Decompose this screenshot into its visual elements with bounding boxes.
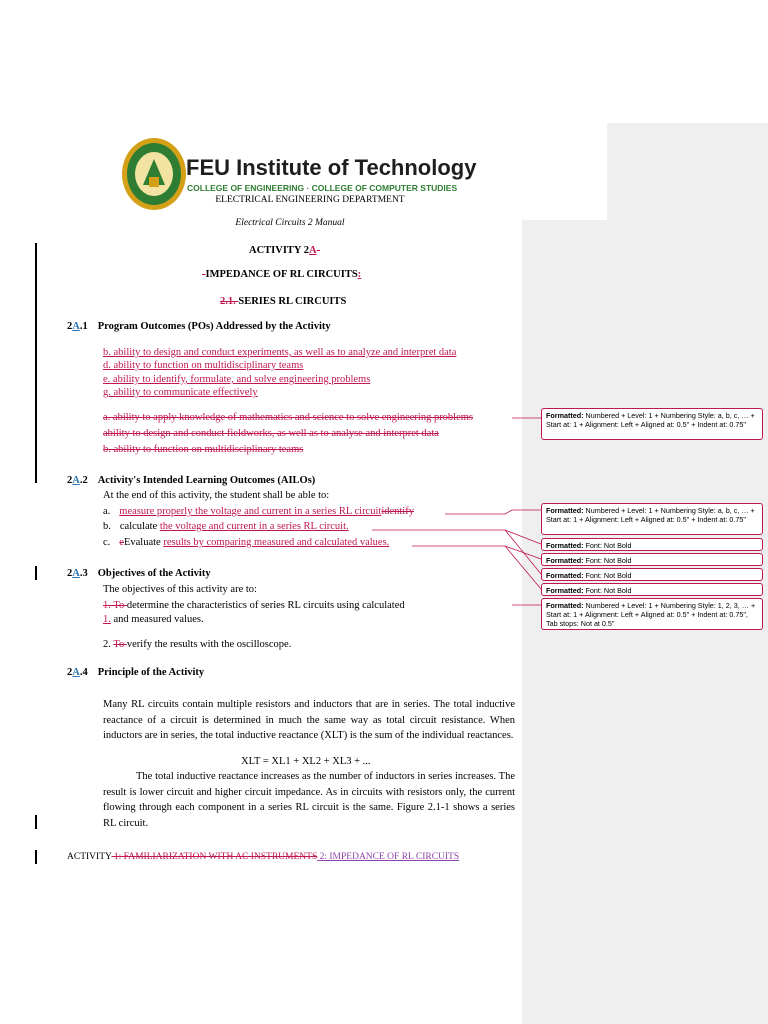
section-heading: 2A.1 Program Outcomes (POs) Addressed by the Activity <box>67 321 331 332</box>
section-heading: 2A.2 Activity's Intended Learning Outcomes (AILOs) <box>67 475 316 486</box>
colleges-line: COLLEGE OF ENGINEERING · COLLEGE OF COMPUTER STUDIES <box>187 183 458 193</box>
objective-item: 1. To determine the characteristics of series RL circuits using calculated <box>103 600 405 611</box>
reactance-formula: XLT = XL1 + XL2 + XL3 + ... <box>241 756 371 767</box>
program-outcome: d. ability to function on multidisciplinary teams <box>103 360 304 371</box>
deleted-outcome: b. ability to function on multidisciplinary teams <box>103 444 304 455</box>
section-heading: 2A.4 Principle of the Activity <box>67 667 205 678</box>
deleted-outcome: a. ability to apply knowledge of mathematics and science to solve engineering problems <box>103 412 474 423</box>
format-comment[interactable]: Formatted: Numbered + Level: 1 + Numbering Style: a, b, c, … + Start at: 1 + Alignment: Left + Aligned at: 0.5" + Indent at: 0.75" <box>541 408 763 440</box>
format-comment[interactable]: Formatted: Numbered + Level: 1 + Numbering Style: a, b, c, … + Start at: 1 + Alignment: Left + Aligned at: 0.5" + Indent at: 0.75" <box>541 503 763 535</box>
format-comment[interactable]: Formatted: Font: Not Bold <box>541 568 763 581</box>
format-comment[interactable]: Formatted: Numbered + Level: 1 + Numbering Style: 1, 2, 3, … + Start at: 1 + Alignment: Left + Aligned at: 0.5" + Indent at: 0.75", Tab stops: Not at 0.5" <box>541 598 763 630</box>
ailo-item: a. measure properly the voltage and current in a series RL circuitidentify <box>103 506 414 517</box>
section-heading: 2A.3 Objectives of the Activity <box>67 568 211 579</box>
objective-item: 2. To verify the results with the oscilloscope. <box>103 639 292 650</box>
ailo-intro: At the end of this activity, the student shall be able to: <box>103 490 330 501</box>
program-outcome: e. ability to identify, formulate, and solve engineering problems <box>103 374 371 385</box>
objectives-intro: The objectives of this activity are to: <box>103 584 257 595</box>
ailo-item: b. calculate the voltage and current in a series RL circuit. <box>103 521 349 532</box>
format-comment[interactable]: Formatted: Font: Not Bold <box>541 583 763 596</box>
deleted-outcome: ability to design and conduct fieldworks, as well as to analyse and interpret data <box>103 428 439 439</box>
format-comment[interactable]: Formatted: Font: Not Bold <box>541 538 763 551</box>
manual-name: Electrical Circuits 2 Manual <box>235 218 345 228</box>
impedance-title: -IMPEDANCE OF RL CIRCUITS: <box>202 269 362 280</box>
series-title: 2.1. SERIES RL CIRCUITS <box>220 296 347 307</box>
connector-line <box>372 530 541 544</box>
connector-line <box>412 546 541 559</box>
principle-paragraph: The total inductive reactance increases as the number of inductors in series increases. The result is lower circuit and higher circuit impedance. As in circuits with resistors only, the current flowing through each component in a series RL circuit is the same. Figure 2.1-1 shows a series RL circuit. <box>103 771 515 829</box>
objective-item-cont: 1. and measured values. <box>103 614 204 625</box>
format-comment[interactable]: Formatted: Font: Not Bold <box>541 553 763 566</box>
ailo-item: c. eEvaluate results by comparing measured and calculated values. <box>103 537 390 548</box>
program-outcome: g. ability to communicate effectively <box>103 387 258 398</box>
activity-title: ACTIVITY 2A- <box>249 245 321 256</box>
page-footer: ACTIVITY 1: FAMILIARIZATION WITH AC INSTRUMENTS 2: IMPEDANCE OF RL CIRCUITS <box>67 852 460 862</box>
connector-line <box>445 510 541 514</box>
institution-name: FEU Institute of Technology <box>186 155 477 180</box>
program-outcome: b. ability to design and conduct experiments, as well as to analyze and interpret data <box>103 347 457 358</box>
principle-paragraph: Many RL circuits contain multiple resistors and inductors that are in series. The total inductive reactance of a circuit is determined in much the same way as total circuit resistance. When inductors are in series, the total inductive reactance (XLT) is the sum of the individual reactances. <box>103 699 515 741</box>
department-name: ELECTRICAL ENGINEERING DEPARTMENT <box>215 195 405 205</box>
